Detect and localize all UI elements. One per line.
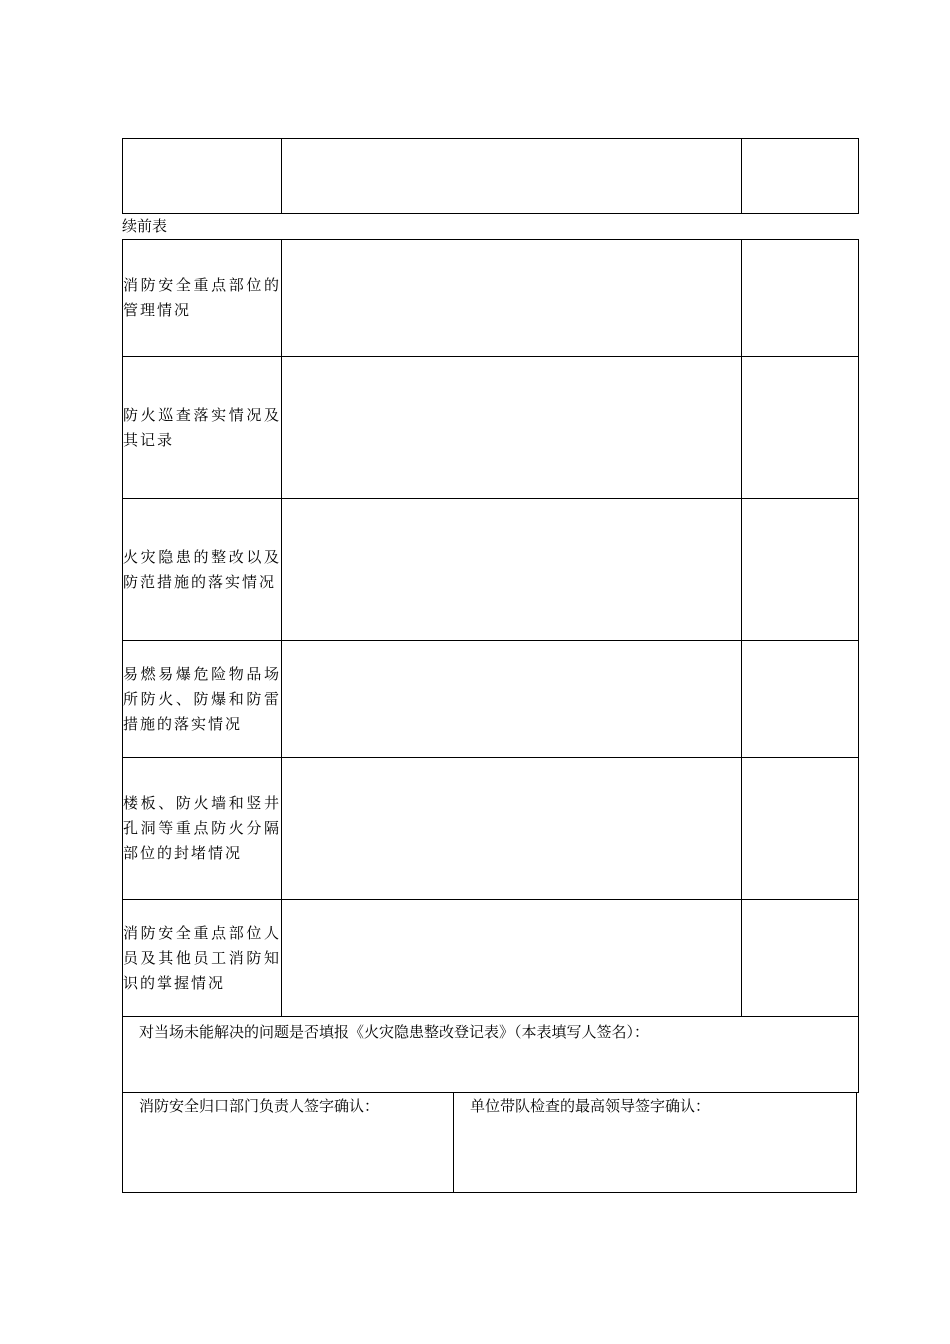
content-cell[interactable] — [282, 758, 742, 900]
remark-cell[interactable] — [742, 900, 859, 1017]
item-label: 易燃易爆危险物品场所防火、防爆和防雷措施的落实情况 — [123, 641, 282, 758]
blank-cell[interactable] — [742, 139, 859, 214]
item-label: 消防安全重点部位的管理情况 — [123, 240, 282, 357]
table-row — [123, 900, 859, 1017]
item-label: 楼板、防火墙和竖井孔洞等重点防火分隔部位的封堵情况 — [123, 758, 282, 900]
remark-cell[interactable] — [742, 499, 859, 641]
signature-table — [122, 1092, 857, 1193]
table-row — [123, 641, 859, 758]
table-row — [123, 758, 859, 900]
remark-cell[interactable] — [742, 641, 859, 758]
blank-cell[interactable] — [282, 139, 742, 214]
leader-signature[interactable]: 单位带队检查的最高领导签字确认： — [454, 1092, 857, 1192]
content-cell[interactable] — [282, 499, 742, 641]
item-label: 火灾隐患的整改以及防范措施的落实情况 — [123, 499, 282, 641]
blank-cell[interactable] — [123, 139, 282, 214]
remark-cell[interactable] — [742, 758, 859, 900]
content-cell[interactable] — [282, 357, 742, 499]
remark-cell[interactable] — [742, 240, 859, 357]
table-row — [123, 357, 859, 499]
remark-cell[interactable] — [742, 357, 859, 499]
department-signature[interactable]: 消防安全归口部门负责人签字确认： — [123, 1092, 454, 1192]
table-row — [123, 499, 859, 641]
item-label: 防火巡查落实情况及其记录 — [123, 357, 282, 499]
content-cell[interactable] — [282, 240, 742, 357]
content-cell[interactable] — [282, 641, 742, 758]
unresolved-question[interactable]: 对当场未能解决的问题是否填报《火灾隐患整改登记表》（本表填写人签名）： — [123, 1017, 859, 1093]
item-label: 消防安全重点部位人员及其他员工消防知识的掌握情况 — [123, 900, 282, 1017]
continued-table-top — [122, 138, 859, 214]
table-row — [123, 240, 859, 357]
continued-caption: 续前表 — [122, 217, 168, 235]
inspection-table — [122, 239, 859, 1093]
content-cell[interactable] — [282, 900, 742, 1017]
table-row — [123, 1017, 859, 1093]
